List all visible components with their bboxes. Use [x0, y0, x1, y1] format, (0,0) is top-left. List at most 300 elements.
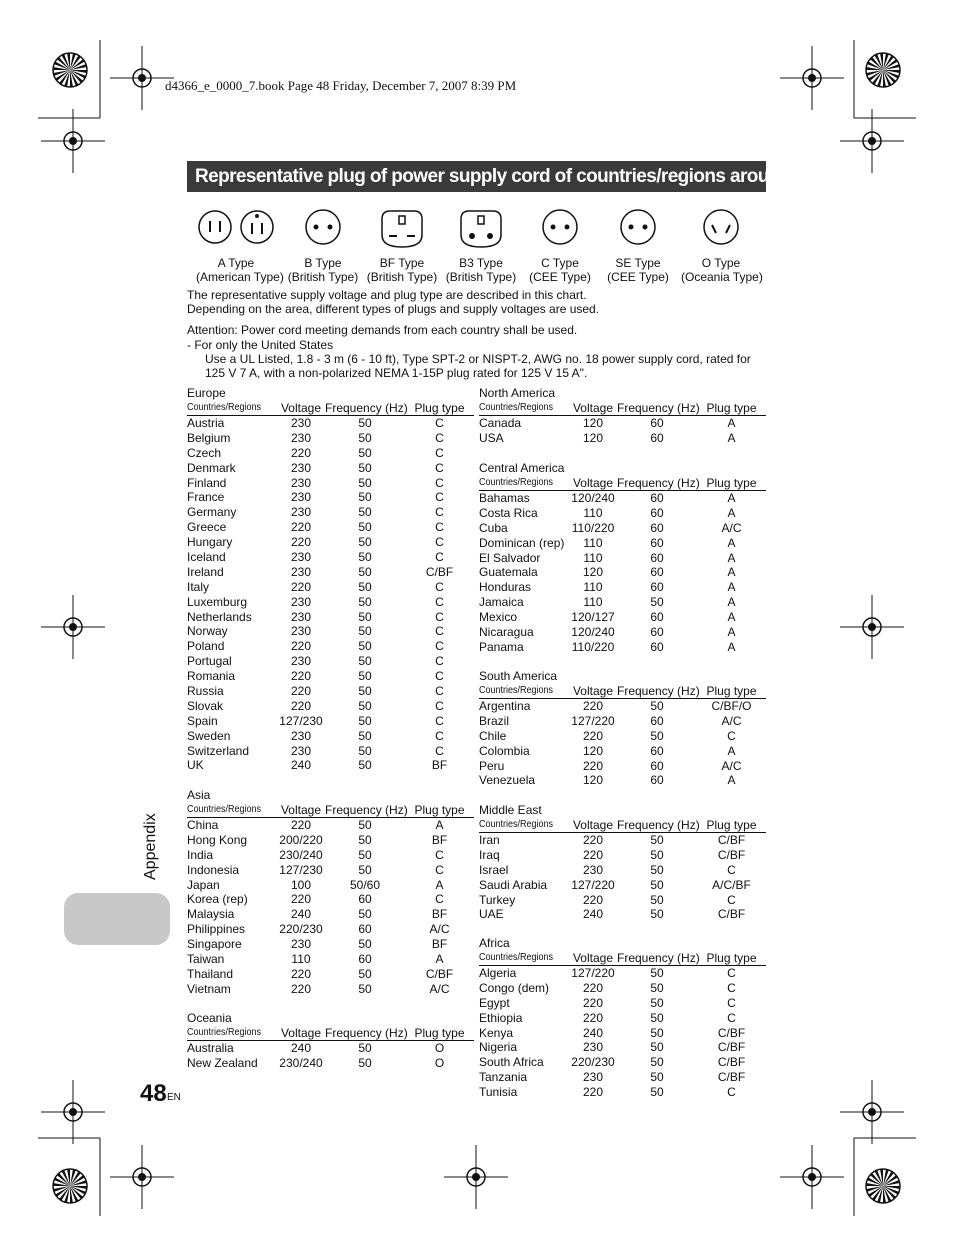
frequency-cell: 50	[358, 520, 372, 535]
plug-type-cell: C	[727, 728, 736, 743]
country-cell: Panama	[479, 639, 524, 654]
country-cell: Congo (dem)	[479, 980, 550, 995]
plug-type-cell: C	[435, 862, 444, 877]
plug-type-cell: BF	[431, 907, 448, 922]
country-cell: Ireland	[187, 564, 224, 579]
frequency-cell: 50	[358, 966, 372, 981]
plug-type-cell: A	[727, 565, 736, 580]
country-cell: Kenya	[479, 1025, 514, 1040]
voltage-cell: 220	[582, 980, 604, 995]
voltage-cell: 120/240	[571, 625, 615, 640]
voltage-cell: 240	[582, 1025, 604, 1040]
frequency-cell: 60	[650, 610, 664, 625]
country-cell: UAE	[479, 907, 504, 922]
table-row	[479, 610, 766, 625]
frequency-cell: 50	[650, 995, 664, 1010]
plug-type-cell: A	[727, 625, 736, 640]
voltage-cell: 230	[290, 460, 312, 475]
table-row	[187, 729, 474, 744]
frequency-cell: 60	[650, 520, 664, 535]
voltage-cell: 220	[582, 892, 604, 907]
frequency-cell: 50	[650, 907, 664, 922]
plug-o	[681, 205, 761, 284]
country-cell: Singapore	[187, 937, 242, 952]
table-row	[479, 521, 766, 536]
star-target-mark-icon	[53, 53, 87, 87]
plug-type-cell: A/C/BF	[712, 877, 751, 892]
voltage-cell: 220/230	[571, 1055, 615, 1070]
table-row	[187, 892, 474, 907]
table-row	[187, 744, 474, 759]
frequency-cell: 50	[358, 907, 372, 922]
region-title: Asia	[187, 788, 211, 802]
country-cell: USA	[479, 430, 504, 445]
plug-type-cell: A	[727, 610, 736, 625]
region-title: North America	[479, 386, 556, 400]
table-row	[479, 848, 766, 863]
plug-sub: (CEE Type)	[529, 270, 591, 284]
plug-type-cell: C	[435, 639, 444, 654]
country-cell: Israel	[479, 862, 509, 877]
plug-type-cell: A/C	[721, 758, 742, 773]
table-row	[187, 446, 474, 461]
frequency-cell: 50	[650, 980, 664, 995]
column-header-frequency: Frequency (Hz)	[617, 818, 700, 832]
table-row	[187, 416, 474, 431]
table-row	[187, 1056, 474, 1071]
voltage-cell: 120	[582, 416, 604, 430]
region-title: Europe	[187, 386, 226, 400]
table-row	[479, 996, 766, 1011]
frequency-cell: 60	[650, 416, 664, 430]
frequency-cell: 60	[358, 922, 372, 937]
star-target-mark-icon	[866, 53, 900, 87]
table-row	[479, 1055, 766, 1070]
voltage-cell: 220	[290, 669, 312, 684]
column-header-plug: Plug type	[706, 401, 757, 415]
voltage-cell: 127/230	[279, 713, 323, 728]
plug-type-cell: A	[727, 550, 736, 565]
country-cell: Honduras	[479, 580, 532, 595]
country-cell: Algeria	[479, 966, 517, 980]
frequency-cell: 50	[358, 669, 372, 684]
plug-type-cell: A/C	[429, 922, 450, 937]
plug-type-cell: O	[434, 1055, 445, 1070]
plug-sub: (British Type)	[287, 270, 359, 284]
table-row	[479, 640, 766, 655]
column-header-region: Countries/Regions	[479, 402, 554, 413]
frequency-cell: 60	[650, 773, 664, 788]
table-row	[479, 580, 766, 595]
voltage-cell: 230	[582, 1040, 604, 1055]
frequency-cell: 50/60	[349, 877, 381, 892]
table-row	[187, 863, 474, 878]
country-cell: Italy	[187, 579, 210, 594]
country-cell: El Salvador	[479, 550, 541, 565]
frequency-cell: 50	[650, 847, 664, 862]
voltage-cell: 220/230	[279, 922, 323, 937]
frequency-cell: 50	[358, 475, 372, 490]
frequency-cell: 50	[358, 743, 372, 758]
frequency-cell: 60	[650, 758, 664, 773]
country-cell: Turkey	[479, 892, 516, 907]
crosshair-mark-icon	[780, 46, 844, 110]
table-row	[187, 520, 474, 535]
voltage-cell: 230	[290, 594, 312, 609]
intro-line-2: Depending on the area, different types of plugs and supply voltages are used.	[187, 302, 600, 316]
country-cell: Netherlands	[187, 609, 252, 624]
plug-type-cell: C	[435, 743, 444, 758]
column-header-frequency: Frequency (Hz)	[617, 476, 700, 490]
region-title: Central America	[479, 461, 565, 475]
plug-type-cell: C	[435, 624, 444, 639]
plug-c-icon	[520, 205, 600, 251]
country-cell: Sweden	[187, 728, 231, 743]
plug-type-cell: A	[435, 818, 444, 832]
crosshair-mark-icon	[110, 1145, 174, 1209]
frequency-cell: 50	[650, 1025, 664, 1040]
crosshair-mark-icon	[41, 595, 105, 659]
frequency-cell: 50	[358, 639, 372, 654]
plug-type-cell: C	[727, 995, 736, 1010]
country-cell: Canada	[479, 416, 522, 430]
table-row	[187, 669, 474, 684]
frequency-cell: 50	[650, 1010, 664, 1025]
plug-se	[598, 205, 678, 284]
table-header	[479, 818, 766, 833]
country-cell: Thailand	[187, 966, 234, 981]
table-row	[187, 550, 474, 565]
country-cell: Egypt	[479, 995, 510, 1010]
frequency-cell: 50	[650, 892, 664, 907]
plug-type-cell: A/C	[721, 713, 742, 728]
voltage-cell: 110	[291, 952, 311, 967]
table-row	[187, 907, 474, 922]
table-row	[187, 758, 474, 773]
voltage-cell: 230	[582, 1070, 604, 1085]
table-header	[187, 803, 474, 818]
region-table-asia	[187, 788, 474, 997]
plug-type-cell: C	[435, 847, 444, 862]
table-row	[187, 833, 474, 848]
plug-b-icon	[283, 205, 363, 251]
voltage-cell: 220	[290, 639, 312, 654]
plug-type-cell: A	[727, 743, 736, 758]
column-header-voltage: Voltage	[572, 951, 614, 965]
plug-type-cell: A	[727, 505, 736, 520]
country-cell: Poland	[187, 639, 225, 654]
column-header-plug: Plug type	[706, 684, 757, 698]
frequency-cell: 60	[650, 430, 664, 445]
plug-type-cell: C	[435, 609, 444, 624]
region-table-south-america	[479, 669, 766, 788]
region-title: Oceania	[187, 1011, 232, 1025]
column-header-region: Countries/Regions	[479, 685, 554, 696]
region-title: Middle East	[479, 803, 542, 817]
frequency-cell: 50	[358, 460, 372, 475]
country-cell: Iran	[479, 833, 500, 847]
table-row	[187, 535, 474, 550]
table-row	[479, 773, 766, 788]
column-header-frequency: Frequency (Hz)	[617, 684, 700, 698]
frequency-cell: 50	[650, 1070, 664, 1085]
plug-type-cell: C	[435, 505, 444, 520]
table-row	[479, 551, 766, 566]
voltage-cell: 230	[290, 475, 312, 490]
plug-type-cell: C/BF	[717, 847, 746, 862]
plug-type-cell: A	[727, 639, 736, 654]
frequency-cell: 50	[650, 833, 664, 847]
table-row	[187, 639, 474, 654]
column-header-frequency: Frequency (Hz)	[325, 401, 408, 415]
country-cell: Luxemburg	[187, 594, 248, 609]
table-row	[187, 937, 474, 952]
country-cell: Norway	[187, 624, 228, 639]
column-header-frequency: Frequency (Hz)	[325, 1026, 408, 1040]
crosshair-mark-icon	[840, 109, 904, 173]
star-target-mark-icon	[53, 1169, 87, 1203]
country-cell: Hungary	[187, 535, 233, 550]
plug-b	[283, 205, 363, 284]
book-file-info: d4366_e_0000_7.book Page 48 Friday, December 7, 2007 8:39 PM	[165, 78, 517, 93]
frequency-cell: 50	[650, 1040, 664, 1055]
region-table-oceania	[187, 1011, 474, 1071]
frequency-cell: 60	[650, 743, 664, 758]
frequency-cell: 50	[358, 579, 372, 594]
intro-line-1: The representative supply voltage and plug type are described in this chart.	[187, 288, 587, 302]
country-cell: Chile	[479, 728, 507, 743]
voltage-cell: 230	[290, 743, 312, 758]
voltage-cell: 220	[582, 728, 604, 743]
voltage-cell: 230/240	[279, 847, 323, 862]
voltage-cell: 110/220	[571, 520, 615, 535]
region-table-central-america	[479, 461, 766, 655]
table-header	[187, 1026, 474, 1041]
plug-type-cell: C/BF	[717, 1025, 746, 1040]
voltage-cell: 120	[582, 773, 604, 788]
frequency-cell: 60	[358, 892, 372, 907]
country-cell: Korea (rep)	[187, 892, 248, 907]
country-cell: Hong Kong	[187, 832, 248, 847]
frequency-cell: 50	[358, 654, 372, 669]
country-cell: New Zealand	[187, 1055, 258, 1070]
country-cell: Bahamas	[479, 491, 530, 505]
plug-type-cell: A	[727, 430, 736, 445]
country-cell: Tanzania	[479, 1070, 528, 1085]
table-header	[479, 401, 766, 416]
plug-type-cell: C	[727, 1085, 736, 1100]
country-cell: Vietnam	[187, 981, 231, 996]
frequency-cell: 60	[650, 550, 664, 565]
country-cell: Belgium	[187, 430, 231, 445]
country-cell: Spain	[187, 713, 218, 728]
table-row	[479, 714, 766, 729]
country-cell: Indonesia	[187, 862, 240, 877]
plug-type-cell: C	[435, 460, 444, 475]
column-header-region: Countries/Regions	[479, 819, 554, 830]
page-language: EN	[167, 1092, 181, 1103]
plug-type-cell: C	[435, 594, 444, 609]
table-row	[187, 461, 474, 476]
country-cell: Nicaragua	[479, 625, 534, 640]
country-cell: Finland	[187, 475, 227, 490]
page-number: 48	[140, 1080, 167, 1107]
region-table-middle-east	[479, 803, 766, 922]
country-cell: UK	[187, 758, 204, 773]
country-cell: Russia	[187, 684, 224, 699]
column-header-region: Countries/Regions	[187, 402, 262, 413]
plug-bf-icon	[362, 205, 442, 251]
table-row	[479, 491, 766, 506]
frequency-cell: 50	[358, 713, 372, 728]
frequency-cell: 50	[358, 847, 372, 862]
crosshair-mark-icon	[41, 109, 105, 173]
plug-type-cell: A	[727, 416, 736, 430]
plug-type-cell: C	[435, 550, 444, 565]
plug-type-cell: C/BF	[425, 966, 454, 981]
frequency-cell: 50	[358, 505, 372, 520]
country-cell: Cuba	[479, 520, 508, 535]
plug-type-cell: C	[435, 535, 444, 550]
frequency-cell: 50	[650, 1085, 664, 1100]
table-row	[479, 536, 766, 551]
country-cell: Denmark	[187, 460, 236, 475]
plug-type-cell: O	[434, 1041, 445, 1055]
country-cell: Tunisia	[479, 1085, 518, 1100]
country-cell: Switzerland	[187, 743, 250, 758]
voltage-cell: 240	[582, 907, 604, 922]
plug-name: A Type	[217, 256, 255, 270]
frequency-cell: 60	[650, 580, 664, 595]
voltage-cell: 220	[290, 579, 312, 594]
frequency-cell: 50	[358, 445, 372, 460]
table-row	[479, 1085, 766, 1100]
plug-type-cell: A	[727, 491, 736, 505]
voltage-cell: 240	[290, 907, 312, 922]
plug-type-cell: C/BF	[717, 833, 746, 847]
plug-type-cell: A	[727, 535, 736, 550]
table-row	[479, 506, 766, 521]
plug-sub: (British Type)	[445, 270, 517, 284]
table-row	[187, 714, 474, 729]
country-cell: Dominican (rep)	[479, 535, 565, 550]
frequency-cell: 50	[650, 595, 664, 610]
page-title: Representative plug of power supply cord of countries/regions around the world	[187, 161, 766, 192]
plug-type-cell: C	[435, 669, 444, 684]
country-cell: Brazil	[479, 713, 510, 728]
table-row	[479, 625, 766, 640]
plug-sub: (CEE Type)	[607, 270, 669, 284]
table-row	[479, 744, 766, 759]
country-cell: Peru	[479, 758, 505, 773]
voltage-cell: 220	[290, 966, 312, 981]
plug-name: C Type	[541, 256, 579, 270]
plug-type-cell: C/BF	[717, 1070, 746, 1085]
frequency-cell: 50	[358, 981, 372, 996]
plug-type-cell: C	[435, 430, 444, 445]
voltage-cell: 230	[290, 550, 312, 565]
column-header-voltage: Voltage	[572, 476, 614, 490]
plug-name: BF Type	[379, 256, 425, 270]
voltage-cell: 220	[582, 1010, 604, 1025]
frequency-cell: 50	[650, 1055, 664, 1070]
frequency-cell: 50	[358, 416, 372, 430]
frequency-cell: 50	[650, 699, 664, 713]
country-cell: Australia	[187, 1041, 234, 1055]
country-cell: Argentina	[479, 699, 531, 713]
column-header-region: Countries/Regions	[187, 804, 262, 815]
plug-type-cell: C/BF/O	[711, 699, 752, 713]
voltage-cell: 127/220	[571, 713, 615, 728]
plug-type-cell: A/C	[721, 520, 742, 535]
plug-type-cell: A	[435, 877, 444, 892]
country-cell: Germany	[187, 505, 237, 520]
plug-sub: (British Type)	[366, 270, 438, 284]
table-header	[479, 951, 766, 966]
table-row	[479, 907, 766, 922]
plug-type-cell: C	[727, 1010, 736, 1025]
column-header-frequency: Frequency (Hz)	[617, 951, 700, 965]
voltage-cell: 220	[290, 818, 312, 832]
country-cell: Slovak	[187, 698, 224, 713]
voltage-cell: 230	[290, 490, 312, 505]
voltage-cell: 220	[582, 1085, 604, 1100]
table-row	[187, 684, 474, 699]
voltage-cell: 220	[582, 833, 604, 847]
voltage-cell: 127/220	[571, 877, 615, 892]
crosshair-mark-icon	[840, 595, 904, 659]
voltage-cell: 220	[582, 995, 604, 1010]
table-row	[479, 1040, 766, 1055]
frequency-cell: 50	[358, 609, 372, 624]
frequency-cell: 50	[358, 564, 372, 579]
voltage-cell: 120/127	[571, 610, 615, 625]
table-row	[187, 476, 474, 491]
voltage-cell: 120	[582, 743, 604, 758]
attention-text: Attention: Power cord meeting demands from each country shall be used.	[187, 323, 578, 337]
plug-type-cell: A/C	[429, 981, 450, 996]
country-cell: Venezuela	[479, 773, 536, 788]
frequency-cell: 60	[358, 952, 372, 967]
voltage-cell: 110	[583, 580, 603, 595]
voltage-cell: 230	[290, 624, 312, 639]
frequency-cell: 50	[358, 430, 372, 445]
plug-sub: (American Type)	[196, 270, 284, 284]
column-header-frequency: Frequency (Hz)	[617, 401, 700, 415]
star-target-mark-icon	[866, 1169, 900, 1203]
frequency-cell: 50	[358, 862, 372, 877]
voltage-cell: 120/240	[571, 491, 615, 505]
voltage-cell: 220	[582, 699, 604, 713]
appendix-label: Appendix	[142, 813, 159, 880]
column-header-plug: Plug type	[414, 803, 465, 817]
table-row	[479, 863, 766, 878]
frequency-cell: 50	[358, 832, 372, 847]
region-title: Africa	[479, 936, 510, 950]
table-row	[479, 833, 766, 848]
country-cell: Philippines	[187, 922, 246, 937]
plug-type-cell: BF	[431, 832, 448, 847]
plug-name: B3 Type	[459, 256, 503, 270]
plug-type-cell: A	[435, 952, 444, 967]
column-header-voltage: Voltage	[280, 401, 322, 415]
frequency-cell: 50	[358, 684, 372, 699]
frequency-cell: 60	[650, 535, 664, 550]
plug-type-cell: A	[727, 580, 736, 595]
country-cell: Colombia	[479, 743, 530, 758]
plug-type-cell: C	[435, 728, 444, 743]
frequency-cell: 60	[650, 625, 664, 640]
